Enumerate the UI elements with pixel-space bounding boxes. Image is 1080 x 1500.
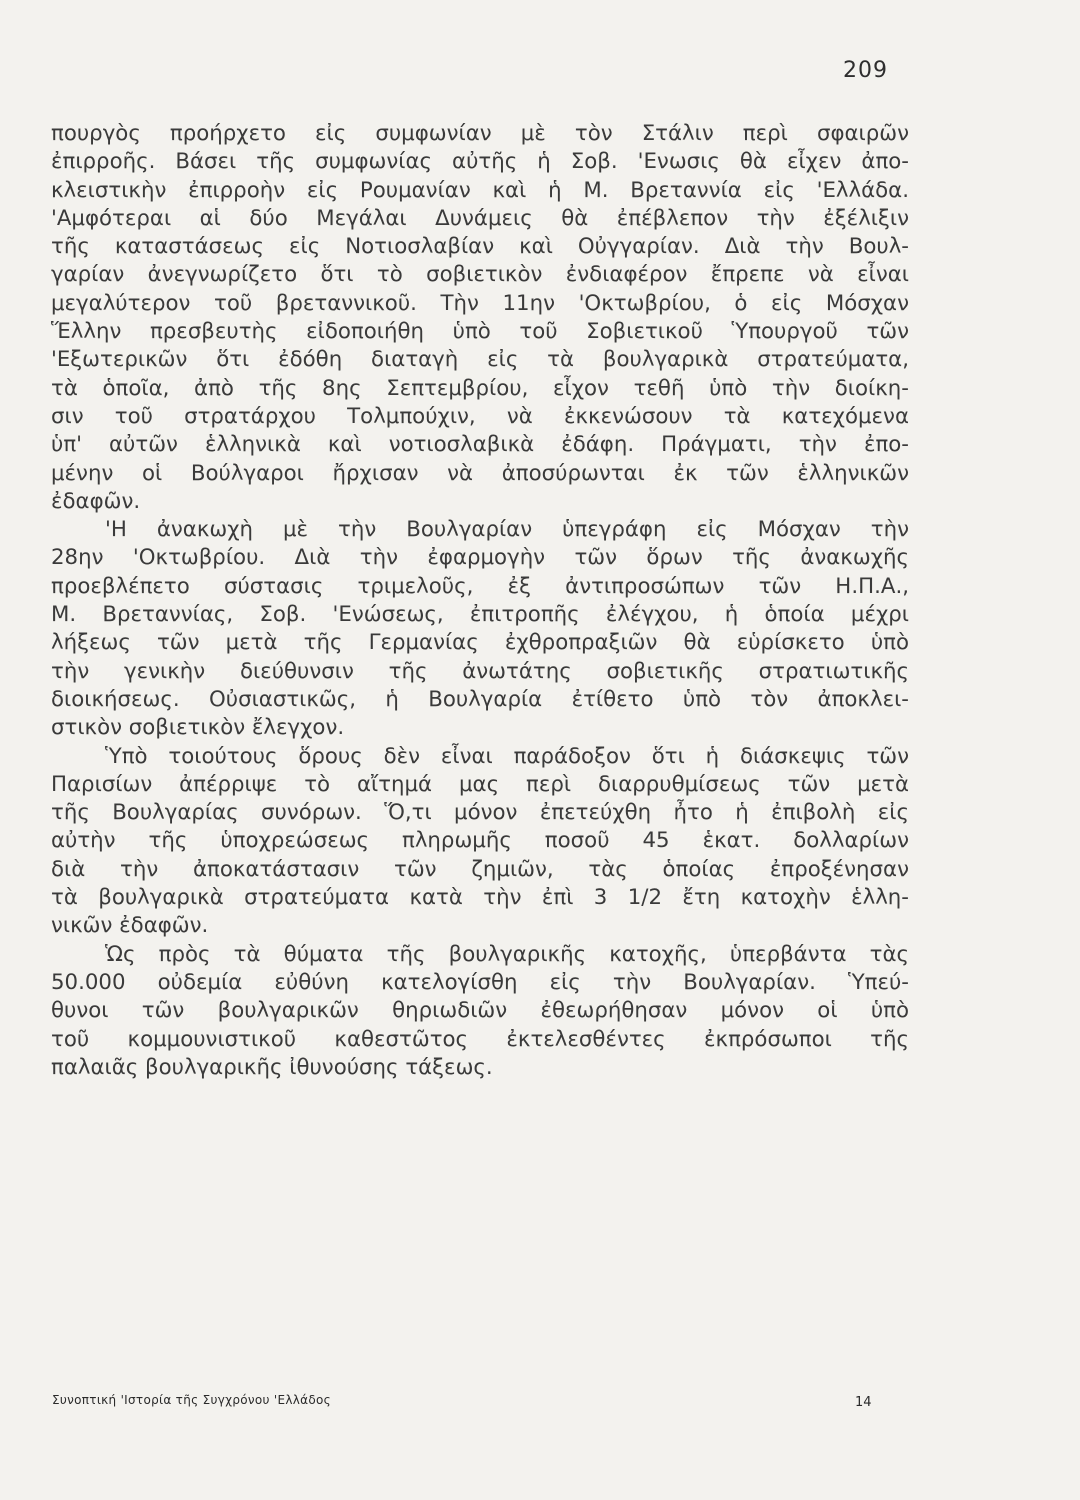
text-line: 'Αμφότεραι αἱ δύο Μεγάλαι Δυνάμεις θὰ ἐπέβλεπον τὴν ἐξέλιξιν (51, 205, 909, 231)
text-line: 'Εξωτερικῶν ὅτι ἐδόθη διαταγὴ εἰς τὰ βουλγαρικὰ στρατεύματα, (51, 347, 909, 373)
text-line: τοῦ κομμουνιστικοῦ καθεστῶτος ἐκτελεσθέντες ἐκπρόσωποι τῆς (51, 1026, 909, 1052)
text-line: κλειστικὴν ἐπιρροὴν εἰς Ρουμανίαν καὶ ἡ Μ. Βρεταννία εἰς 'Ελλάδα. (51, 177, 909, 203)
text-line: μεγαλύτερον τοῦ βρεταννικοῦ. Τὴν 11ην 'Οκτωβρίου, ὁ εἰς Μόσχαν (51, 290, 909, 316)
text-line: πουργὸς προήρχετο εἰς συμφωνίαν μὲ τὸν Στάλιν περὶ σφαιρῶν (51, 121, 909, 146)
text-line: σιν τοῦ στρατάρχου Τολμπούχιν, νὰ ἐκκενώσουν τὰ κατεχόμενα (51, 403, 909, 429)
text-line: 'Η ἀνακωχὴ μὲ τὴν Βουλγαρίαν ὑπεγράφη εἰς Μόσχαν τὴν (105, 517, 909, 543)
text-line: διὰ τὴν ἀποκατάστασιν τῶν ζημιῶν, τὰς ὁποίας ἐπροξένησαν (51, 856, 909, 882)
text-line: ὑπ' αὐτῶν ἑλληνικὰ καὶ νοτιοσλαβικὰ ἐδάφη. Πράγματι, τὴν ἐπο- (51, 432, 909, 458)
footer-book-title: Συνοπτική 'Ιστορία τῆς Συγχρόνου 'Ελλάδος (52, 1393, 332, 1407)
text-line: 28ην 'Οκτωβρίου. Διὰ τὴν ἐφαρμογὴν τῶν ὅρων τῆς ἀνακωχῆς (51, 545, 909, 571)
text-line: Ὡς πρὸς τὰ θύματα τῆς βουλγαρικῆς κατοχῆς, ὑπερβάντα τὰς (105, 941, 909, 967)
text-line: τὰ ὁποῖα, ἀπὸ τῆς 8ης Σεπτεμβρίου, εἶχον τεθῆ ὑπὸ τὴν διοίκη- (51, 375, 909, 401)
text-line: στικὸν σοβιετικὸν ἔλεγχον. (51, 715, 345, 741)
text-line: Μ. Βρεταννίας, Σοβ. 'Ενώσεως, ἐπιτροπῆς ἐλέγχου, ἡ ὁποία μέχρι (51, 602, 909, 628)
text-line: λήξεως τῶν μετὰ τῆς Γερμανίας ἐχθροπραξιῶν θὰ εὑρίσκετο ὑπὸ (51, 630, 909, 656)
text-line: 50.000 οὐδεμία εὐθύνη κατελογίσθη εἰς τὴν Βουλγαρίαν. Ὑπεύ- (51, 969, 909, 995)
text-line: νικῶν ἐδαφῶν. (51, 913, 209, 939)
text-line: τὰ βουλγαρικὰ στρατεύματα κατὰ τὴν ἐπὶ 3 1/2 ἔτη κατοχὴν ἑλλη- (51, 885, 909, 911)
text-line: Παρισίων ἀπέρριψε τὸ αἴτημά μας περὶ διαρρυθμίσεως τῶν μετὰ (51, 771, 909, 797)
page-number: 209 (843, 58, 888, 83)
text-line: μένην οἱ Βούλγαροι ἤρχισαν νὰ ἀποσύρωνται ἐκ τῶν ἑλληνικῶν (51, 460, 909, 486)
text-line: τὴν γενικὴν διεύθυνσιν τῆς ἀνωτάτης σοβιετικῆς στρατιωτικῆς (51, 658, 909, 684)
text-line: προεβλέπετο σύστασις τριμελοῦς, ἐξ ἀντιπροσώπων τῶν Η.Π.Α., (51, 573, 909, 599)
text-line: Ὑπὸ τοιούτους ὅρους δὲν εἶναι παράδοξον ὅτι ἡ διάσκεψις τῶν (105, 743, 909, 769)
text-line: διοικήσεως. Οὐσιαστικῶς, ἡ Βουλγαρία ἐτίθετο ὑπὸ τὸν ἀποκλει- (51, 686, 909, 712)
text-line: ἐδαφῶν. (51, 488, 141, 514)
text-line: τῆς Βουλγαρίας συνόρων. Ὅ,τι μόνον ἐπετεύχθη ἦτο ἡ ἐπιβολὴ εἰς (51, 800, 909, 826)
text-line: θυνοι τῶν βουλγαρικῶν θηριωδιῶν ἐθεωρήθησαν μόνον οἱ ὑπὸ (51, 998, 909, 1024)
text-line: γαρίαν ἀνεγνωρίζετο ὅτι τὸ σοβιετικὸν ἐνδιαφέρον ἔπρεπε νὰ εἶναι (51, 262, 909, 288)
text-line: παλαιᾶς βουλγαρικῆς ἰθυνούσης τάξεως. (51, 1054, 493, 1080)
text-line: ἐπιρροῆς. Βάσει τῆς συμφωνίας αὐτῆς ἡ Σοβ. 'Ενωσις θὰ εἶχεν ἀπο- (51, 149, 909, 175)
text-line: αὐτὴν τῆς ὑποχρεώσεως πληρωμῆς ποσοῦ 45 ἑκατ. δολλαρίων (51, 828, 909, 854)
text-line: τῆς καταστάσεως εἰς Νοτιοσλαβίαν καὶ Οὐγγαρίαν. Διὰ τὴν Βουλ- (51, 234, 909, 260)
text-line: Ἕλλην πρεσβευτὴς εἰδοποιήθη ὑπὸ τοῦ Σοβιετικοῦ Ὑπουργοῦ τῶν (51, 319, 909, 345)
body-text (51, 120, 909, 1082)
signature-mark: 14 (855, 1395, 872, 1410)
